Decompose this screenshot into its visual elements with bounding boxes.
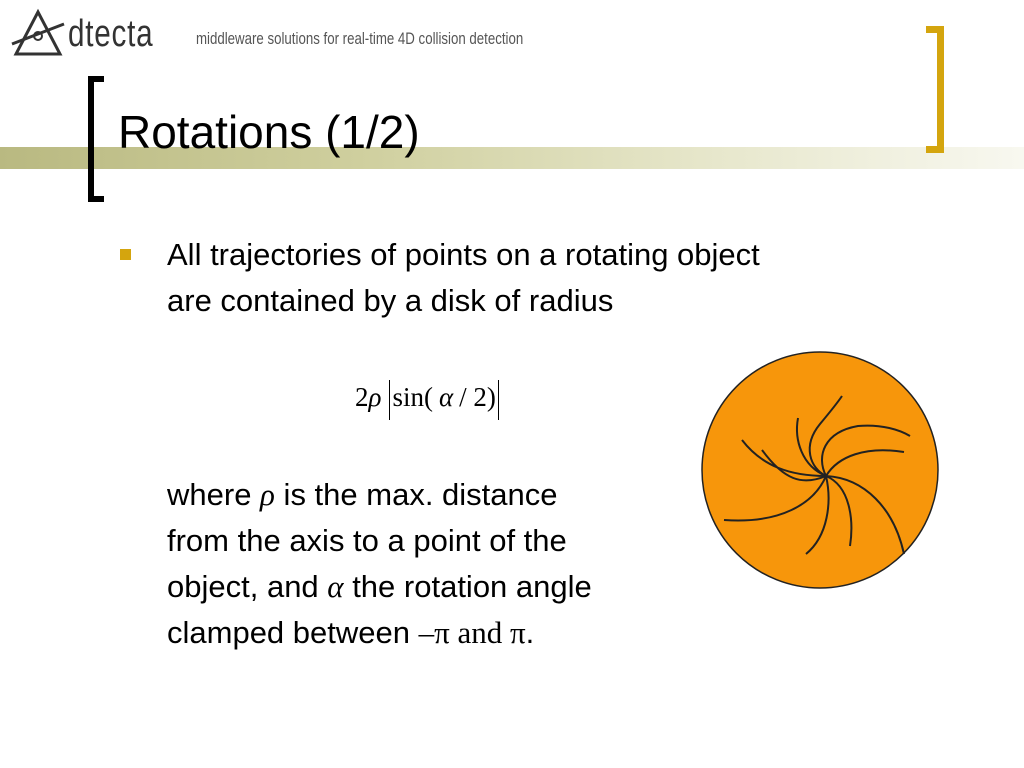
desc-alpha: α bbox=[327, 569, 344, 604]
desc-rho: ρ bbox=[260, 477, 275, 512]
formula-coef: 2 bbox=[355, 382, 369, 412]
right-bracket-decoration bbox=[926, 26, 944, 153]
formula-alpha: α bbox=[438, 382, 454, 412]
slide-title: Rotations (1/2) bbox=[118, 106, 420, 158]
formula-rest: / 2) bbox=[459, 382, 496, 412]
desc-range: –π and π bbox=[418, 615, 526, 650]
desc-line-3: object, and α the rotation angle bbox=[167, 569, 592, 604]
square-bullet-icon bbox=[120, 249, 131, 260]
left-bracket-decoration bbox=[88, 76, 104, 202]
description-text bbox=[167, 472, 727, 656]
abs-bar-right bbox=[498, 380, 499, 420]
bullet-text bbox=[167, 232, 947, 324]
tagline: middleware solutions for real-time 4D collision detection bbox=[196, 29, 524, 48]
desc-line-1: where ρ is the max. distance bbox=[167, 477, 558, 512]
bullet-line-1: All trajectories of points on a rotating object bbox=[167, 237, 760, 272]
logo-text: dtecta bbox=[68, 13, 154, 55]
desc-line-4: clamped between –π and π. bbox=[167, 615, 535, 650]
formula-rho: ρ bbox=[368, 382, 382, 412]
radius-formula bbox=[355, 378, 501, 420]
disk-circle bbox=[702, 352, 938, 588]
formula-func: sin( bbox=[392, 382, 433, 412]
rotation-disk-illustration bbox=[698, 348, 942, 592]
abs-bar-left bbox=[389, 380, 390, 420]
logo-icon bbox=[10, 8, 66, 60]
desc-line-2: from the axis to a point of the bbox=[167, 523, 567, 558]
bullet-line-2: are contained by a disk of radius bbox=[167, 283, 614, 318]
